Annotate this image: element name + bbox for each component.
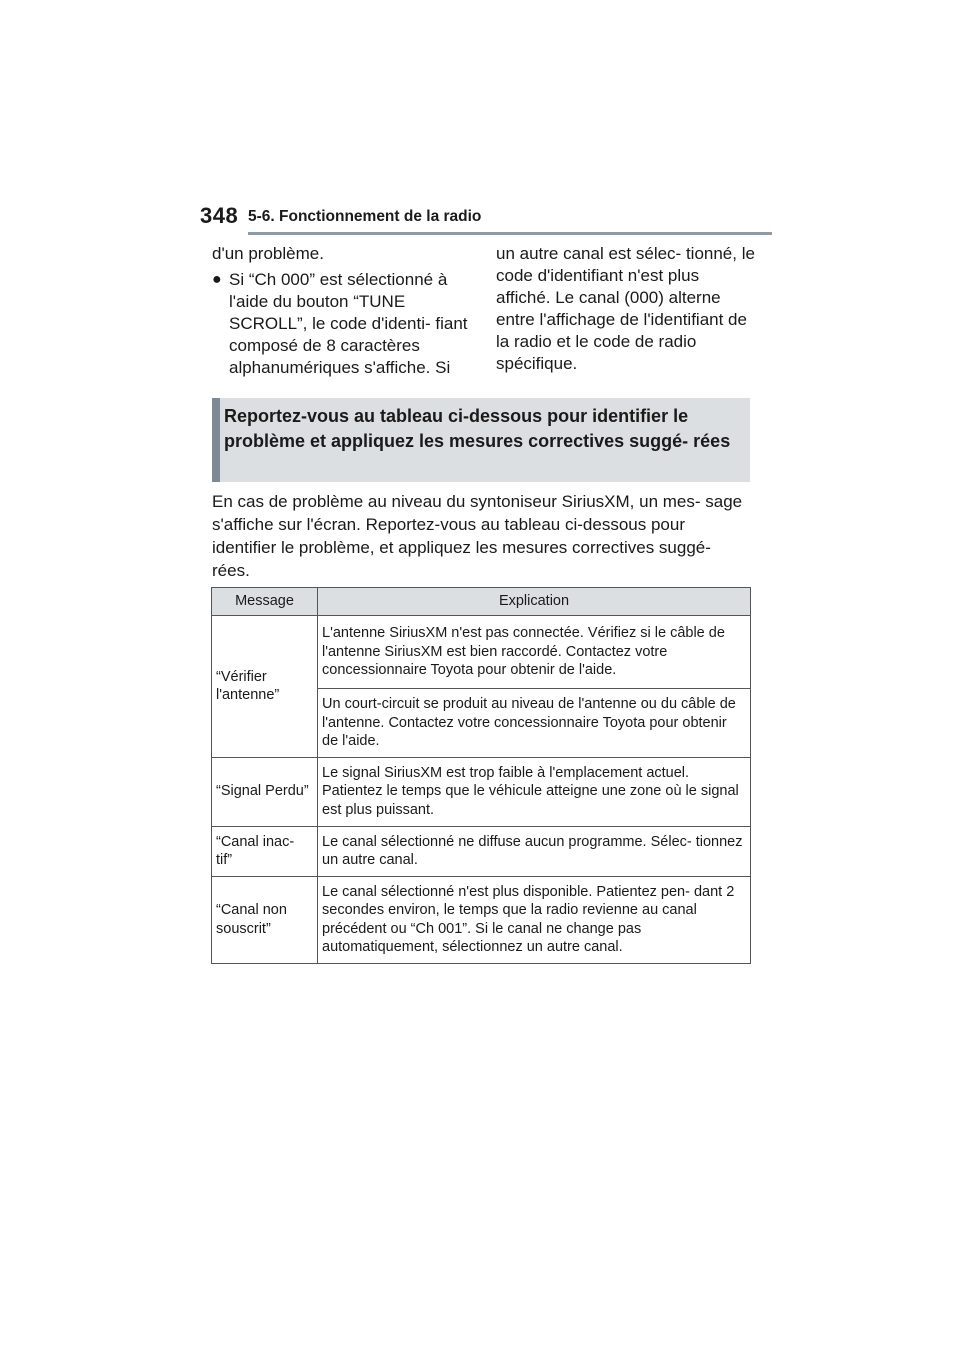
explanation-cell: L'antenne SiriusXM n'est pas connectée. Vérifiez si le câble de l'antenne SiriusXM est bien raccordé. Contactez votre concessionnaire Toyota pour obtenir de l'aide. <box>318 616 751 689</box>
message-cell: “Canal inac- tif” <box>212 826 318 876</box>
header-rule <box>248 232 772 235</box>
message-cell: “Vérifier l'antenne” <box>212 616 318 758</box>
table-row <box>212 616 751 689</box>
header-message: Message <box>212 588 318 616</box>
header-explication: Explication <box>318 588 751 616</box>
explanation-cell: Le canal sélectionné n'est plus disponible. Patientez pen- dant 2 secondes environ, le temps que la radio revienne au canal précédent ou “Ch 001”. Si le canal ne change pas automatiquement, sélectionnez un autre canal. <box>318 876 751 963</box>
callout-text: Reportez-vous au tableau ci-dessous pour identifier le problème et appliquez les mesures correctives suggé- rées <box>224 406 731 451</box>
callout-bar <box>212 398 220 482</box>
bullet-item <box>212 269 474 379</box>
right-column <box>496 243 758 375</box>
bullet-text: Si “Ch 000” est sélectionné à l'aide du bouton “TUNE SCROLL”, le code d'identi- fiant composé de 8 caractères alphanumériques s'affiche. Si <box>229 270 468 377</box>
troubleshooting-table <box>211 587 751 964</box>
page-number: 348 <box>200 203 239 228</box>
table-row <box>212 826 751 876</box>
continuation-text: d'un problème. <box>212 244 324 263</box>
table-row <box>212 876 751 963</box>
explanation-cell: Le canal sélectionné ne diffuse aucun programme. Sélec- tionnez un autre canal. <box>318 826 751 876</box>
right-column-text: un autre canal est sélec- tionné, le code d'identifiant n'est plus affiché. Le canal (000) alterne entre l'affichage de l'identifiant de la radio et le code de radio spécifique. <box>496 244 755 373</box>
table-header-row <box>212 588 751 616</box>
message-cell: “Signal Perdu” <box>212 757 318 826</box>
left-column <box>212 243 474 379</box>
explanation-cell: Un court-circuit se produit au niveau de l'antenne ou du câble de l'antenne. Contactez votre concessionnaire Toyota pour obtenir de l'aide. <box>318 689 751 758</box>
table-row <box>212 757 751 826</box>
intro-paragraph: En cas de problème au niveau du syntoniseur SiriusXM, un mes- sage s'affiche sur l'écran. Reportez-vous au tableau ci-dessous pour identifier le problème, et appliquez les mesures correctives suggé- rées. <box>212 492 743 580</box>
callout-heading <box>212 398 750 482</box>
section-title: 5-6. Fonctionnement de la radio <box>248 208 482 225</box>
bullet-icon: ● <box>212 271 222 288</box>
message-cell: “Canal non souscrit” <box>212 876 318 963</box>
explanation-cell: Le signal SiriusXM est trop faible à l'emplacement actuel. Patientez le temps que le véhicule atteigne une zone où le signal est plus puissant. <box>318 757 751 826</box>
